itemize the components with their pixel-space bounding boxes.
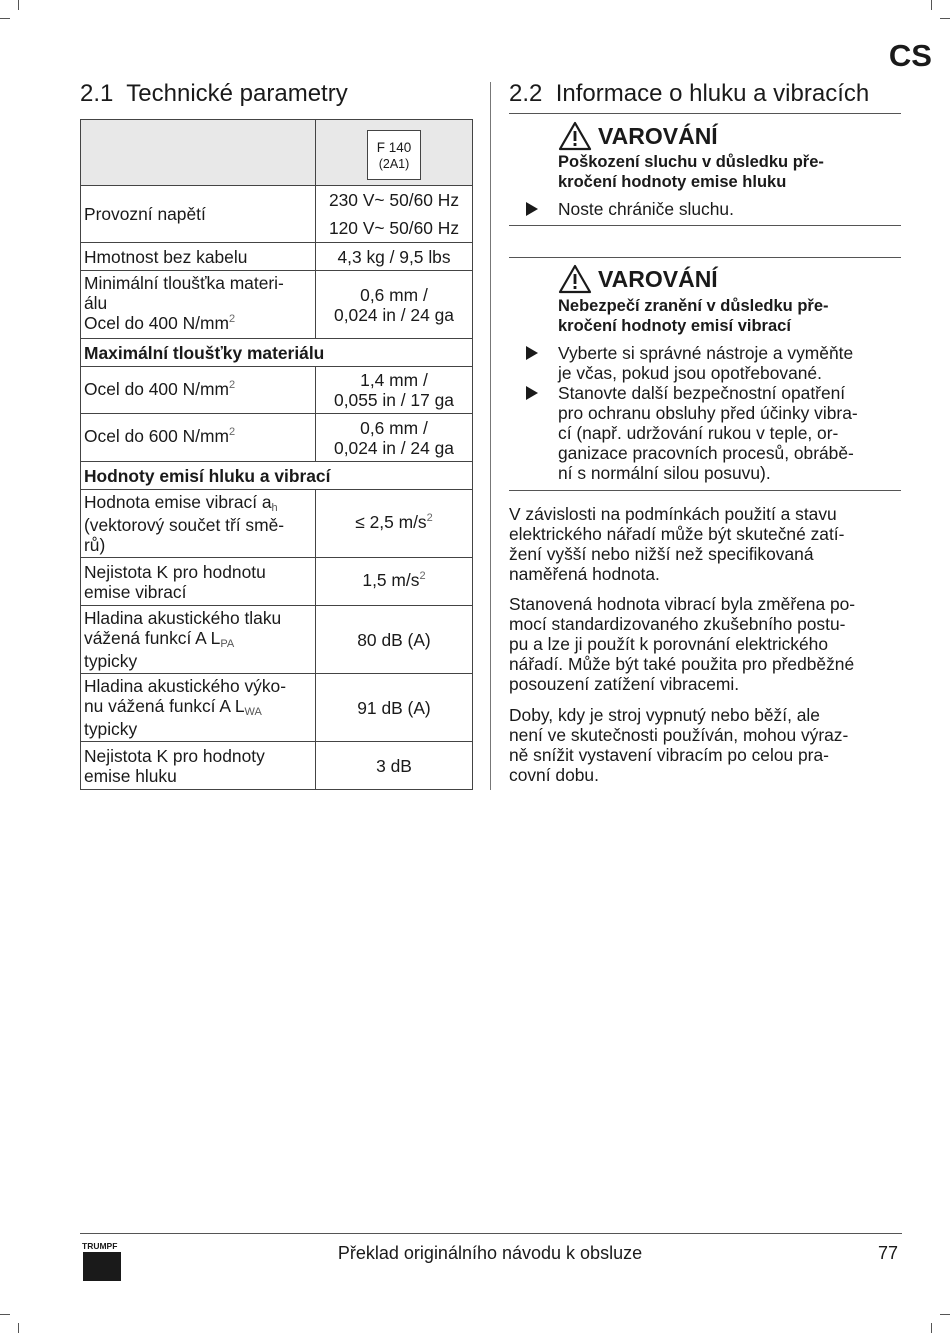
label-text: Ocel do 400 N/mm xyxy=(84,313,229,333)
label-line: rů) xyxy=(84,535,106,555)
crop-mark xyxy=(18,0,19,10)
bullet-text: Noste chrániče sluchu. xyxy=(558,199,734,219)
warning-icon xyxy=(558,121,592,151)
subscript: PA xyxy=(220,638,235,650)
label-line: emise vibrací xyxy=(84,581,187,602)
text-line: není ve skutečnosti používán, mohou výraz- xyxy=(509,725,849,745)
row-value: 3 dB xyxy=(316,742,473,790)
text-line: pu a lze ji použít k porovnání elektrického xyxy=(509,634,829,654)
text-line: Stanovená hodnota vibrací byla změřena po- xyxy=(509,594,856,614)
paragraph xyxy=(509,705,901,785)
text-line: naměřená hodnota. xyxy=(509,564,660,584)
column-divider xyxy=(490,82,491,790)
table-section-row xyxy=(81,462,473,490)
text-line: ganizace pracovních procesů, obrábě- xyxy=(558,443,854,463)
label-text: nu vážená funkcí A L xyxy=(84,696,245,716)
row-label xyxy=(81,558,316,606)
warning-top-rule xyxy=(509,257,901,258)
table-row xyxy=(81,674,473,742)
superscript: 2 xyxy=(228,426,236,438)
label-text: Ocel do 600 N/mm xyxy=(84,426,229,446)
section-label: Maximální tloušťky materiálu xyxy=(81,339,473,367)
value-line: 0,024 in / 24 ga xyxy=(334,304,454,325)
row-value xyxy=(316,271,473,339)
text-line: je včas, pokud jsou opotřebované. xyxy=(558,363,822,383)
text-line: covní dobu. xyxy=(509,765,599,785)
bullet-text xyxy=(558,383,901,483)
table-row xyxy=(81,367,473,414)
warning-icon xyxy=(558,264,592,294)
row-value: 80 dB (A) xyxy=(316,606,473,674)
subtitle-line: kročení hodnoty emisí vibrací xyxy=(558,317,791,335)
footer-title: Překlad originálního návodu k obsluze xyxy=(337,1243,643,1263)
section-title: Technické parametry xyxy=(126,80,348,107)
text-line: V závislosti na podmínkách použití a stavu xyxy=(509,504,837,524)
text-line: cí (např. udržování rukou v teple, or- xyxy=(558,423,839,443)
technical-parameters-table xyxy=(80,119,473,790)
superscript: 2 xyxy=(228,313,236,325)
subscript: WA xyxy=(244,706,262,718)
value-text: 1,5 m/s xyxy=(362,570,420,590)
table-row xyxy=(81,490,473,558)
warning-title xyxy=(558,121,718,151)
table-header-row xyxy=(81,120,473,186)
row-value xyxy=(316,186,473,243)
list-item xyxy=(526,343,901,383)
crop-mark xyxy=(0,18,10,19)
label-line: Nejistota K pro hodnoty xyxy=(84,745,265,766)
value-line: 1,4 mm / xyxy=(360,370,428,390)
row-value: 91 dB (A) xyxy=(316,674,473,742)
table-row xyxy=(81,742,473,790)
section-heading xyxy=(509,80,869,108)
text-line: ní s normální silou posuvu). xyxy=(558,463,771,483)
subtitle-line: Nebezpečí zranění v důsledku pře- xyxy=(558,297,829,315)
warning-top-rule xyxy=(509,113,901,114)
text-line: žení vyšší nebo nižší než specifikovaná xyxy=(509,544,814,564)
bullet-text xyxy=(558,343,901,383)
bullet-triangle-icon xyxy=(526,199,558,220)
table-header-model xyxy=(316,120,473,186)
row-label: Provozní napětí xyxy=(81,186,316,243)
language-code: CS xyxy=(888,38,932,73)
model-variant: (2A1) xyxy=(378,156,410,171)
label-line xyxy=(84,696,310,719)
row-value xyxy=(316,414,473,462)
page-number: 77 xyxy=(877,1243,898,1263)
crop-mark xyxy=(931,1323,932,1333)
warning-title-text: VAROVÁNÍ xyxy=(598,122,718,149)
value-line: 0,6 mm / xyxy=(360,417,428,438)
crop-mark xyxy=(940,18,950,19)
subtitle-line: Poškození sluchu v důsledku pře- xyxy=(558,153,824,171)
superscript: 2 xyxy=(228,378,236,391)
text-line: ně snížit vystavení vibracím po celou pra- xyxy=(509,745,829,765)
crop-mark xyxy=(18,1323,19,1333)
model-name: F 140 xyxy=(376,139,412,155)
text-line: mocí standardizovaného zkušebního postu- xyxy=(509,614,846,634)
section-label: Hodnoty emisí hluku a vibrací xyxy=(81,462,473,490)
row-label xyxy=(81,742,316,790)
list-item xyxy=(526,383,901,483)
row-label: Hmotnost bez kabelu xyxy=(81,243,316,271)
table-row xyxy=(81,243,473,271)
text-line: posouzení zatížení vibracemi. xyxy=(509,674,740,694)
label-line: Hladina akustického tlaku xyxy=(84,608,282,628)
row-label xyxy=(81,674,316,742)
label-line: álu xyxy=(84,293,108,313)
label-text: Ocel do 400 N/mm xyxy=(84,378,229,399)
table-row xyxy=(81,606,473,674)
footer-rule xyxy=(80,1233,902,1234)
crop-mark xyxy=(0,1314,10,1315)
bullet-triangle-icon xyxy=(526,343,558,383)
trumpf-logo-block xyxy=(83,1252,121,1281)
label-text: vážená funkcí A L xyxy=(84,628,221,648)
section-heading xyxy=(80,80,348,108)
value-text: ≤ 2,5 m/s xyxy=(355,512,427,532)
bullet-triangle-icon xyxy=(526,383,558,483)
section-title: Informace o hluku a vibracích xyxy=(555,80,870,107)
section-number: 2.2 xyxy=(509,80,543,107)
row-value: 4,3 kg / 9,5 lbs xyxy=(316,243,473,271)
label-line: Minimální tloušťka materi- xyxy=(84,273,284,293)
label-line: Hladina akustického výko- xyxy=(84,676,287,696)
row-value xyxy=(316,558,473,606)
label-line: emise hluku xyxy=(84,765,177,786)
label-line: Nejistota K pro hodnotu xyxy=(84,561,266,582)
subtitle-line: kročení hodnoty emise hluku xyxy=(558,173,787,191)
value-line: 0,6 mm / xyxy=(360,284,428,305)
warning-bottom-rule xyxy=(509,490,901,491)
warning-subtitle xyxy=(558,152,898,192)
list-item xyxy=(526,199,901,220)
warning-title xyxy=(558,264,718,294)
row-label xyxy=(81,414,316,462)
table-section-row xyxy=(81,339,473,367)
model-box xyxy=(367,130,421,180)
superscript: 2 xyxy=(419,570,426,582)
label-line xyxy=(84,313,310,336)
row-label xyxy=(81,271,316,339)
label-line xyxy=(84,628,310,651)
paragraph xyxy=(509,594,901,694)
crop-mark xyxy=(940,1314,950,1315)
paragraph xyxy=(509,504,901,584)
label-line xyxy=(84,492,310,515)
warning-subtitle xyxy=(558,296,898,336)
label-line: (vektorový součet tří smě- xyxy=(84,515,285,535)
table-row xyxy=(81,186,473,243)
row-value xyxy=(316,367,473,414)
table-row xyxy=(81,271,473,339)
crop-mark xyxy=(931,0,932,10)
section-number: 2.1 xyxy=(80,80,114,107)
warning-bottom-rule xyxy=(509,225,901,226)
row-label xyxy=(81,367,316,414)
text-line: Stanovte další bezpečnostní opatření xyxy=(558,383,846,403)
trumpf-logo-text: TRUMPF xyxy=(82,1241,118,1251)
subscript: h xyxy=(271,502,278,514)
value-line: 230 V~ 50/60 Hz xyxy=(328,190,460,210)
value-line: 0,024 in / 24 ga xyxy=(334,437,454,458)
row-value xyxy=(316,490,473,558)
text-line: Vyberte si správné nástroje a vyměňte xyxy=(558,343,854,363)
text-line: pro ochranu obsluhy před účinky vibra- xyxy=(558,403,858,423)
row-label xyxy=(81,490,316,558)
label-line: typicky xyxy=(84,651,138,671)
text-line: Doby, kdy je stroj vypnutý nebo běží, ale xyxy=(509,705,820,725)
text-line: elektrického nářadí může být skutečné zatí- xyxy=(509,524,845,544)
table-row xyxy=(81,414,473,462)
table-header-empty xyxy=(81,120,316,186)
row-label xyxy=(81,606,316,674)
table-row xyxy=(81,558,473,606)
label-text: Hodnota emise vibrací a xyxy=(84,492,272,512)
label-line: typicky xyxy=(84,719,138,739)
value-line: 120 V~ 50/60 Hz xyxy=(328,218,460,238)
value-line: 0,055 in / 17 ga xyxy=(334,390,454,410)
warning-title-text: VAROVÁNÍ xyxy=(598,265,718,292)
text-line: nářadí. Může být také použita pro předběžné xyxy=(509,654,855,674)
superscript: 2 xyxy=(426,512,433,524)
